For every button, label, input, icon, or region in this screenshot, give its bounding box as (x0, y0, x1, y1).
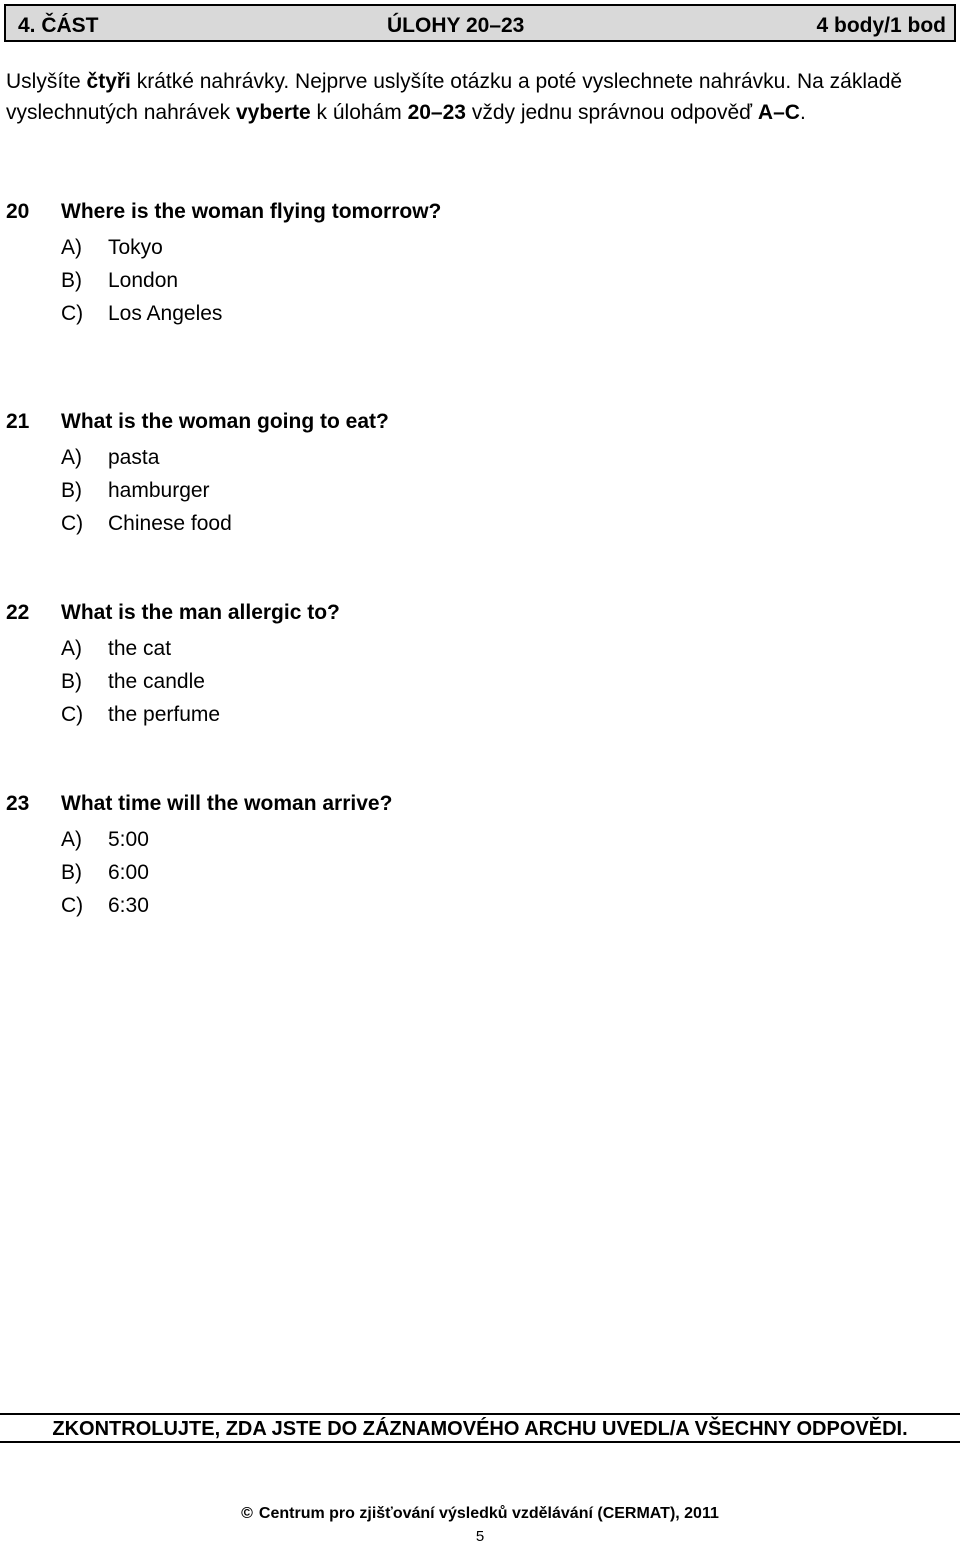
intro-bold: A–C (757, 101, 800, 124)
answer-option[interactable] (6, 264, 441, 297)
option-text: Tokyo (108, 236, 163, 259)
question-number: 20 (6, 200, 30, 223)
question-20 (6, 197, 441, 330)
option-letter: B) (61, 670, 82, 693)
section-header (4, 4, 956, 42)
option-text: hamburger (108, 479, 210, 502)
answer-option[interactable] (6, 474, 389, 507)
question-heading (6, 598, 340, 628)
intro-bold: 20–23 (407, 101, 466, 124)
option-letter: B) (61, 861, 82, 884)
question-text: What is the woman going to eat? (61, 410, 389, 433)
tasks-range: ÚLOHY 20–23 (387, 14, 525, 37)
option-text: 5:00 (108, 828, 149, 851)
option-text: London (108, 269, 179, 292)
question-number: 21 (6, 410, 30, 433)
answer-option[interactable] (6, 507, 389, 540)
option-text: the perfume (108, 703, 221, 726)
option-letter: C) (61, 302, 84, 325)
option-letter: A) (61, 446, 82, 469)
page-number: 5 (475, 1528, 485, 1545)
option-text: the candle (108, 670, 205, 693)
option-letter: B) (61, 269, 82, 292)
question-23 (6, 789, 392, 922)
points-info: 4 body/1 bod (816, 14, 946, 37)
question-text: What is the man allergic to? (61, 601, 340, 624)
answer-option[interactable] (6, 632, 340, 665)
footer-copyright (0, 1505, 960, 1523)
option-letter: B) (61, 479, 82, 502)
section-title: 4. ČÁST (18, 14, 99, 37)
intro-bold: vyberte (235, 101, 311, 124)
option-text: 6:30 (108, 894, 149, 917)
intro-text: . (799, 101, 806, 124)
option-letter: C) (61, 703, 84, 726)
option-letter: C) (61, 894, 84, 917)
question-21 (6, 407, 389, 540)
option-text: 6:00 (108, 861, 149, 884)
intro-bold: čtyři (86, 70, 131, 93)
option-letter: A) (61, 828, 82, 851)
question-heading (6, 197, 441, 227)
question-22 (6, 598, 340, 731)
check-answers-instruction: ZKONTROLUJTE, ZDA JSTE DO ZÁZNAMOVÉHO ARCHU UVEDL/A VŠECHNY ODPOVĚDI. (0, 1413, 960, 1443)
option-text: pasta (108, 446, 160, 469)
option-text: Chinese food (108, 512, 232, 535)
answer-option[interactable] (6, 823, 392, 856)
question-heading (6, 407, 389, 437)
answer-option[interactable] (6, 665, 340, 698)
answer-option[interactable] (6, 441, 389, 474)
question-number: 23 (6, 792, 30, 815)
answer-option[interactable] (6, 698, 340, 731)
intro-text: Uslyšíte (6, 70, 87, 93)
intro-text: vždy jednu správnou odpověď (465, 101, 758, 124)
instructions-paragraph (6, 66, 956, 128)
option-text: Los Angeles (108, 302, 223, 325)
question-number: 22 (6, 601, 30, 624)
answer-option[interactable] (6, 889, 392, 922)
question-text: Where is the woman flying tomorrow? (61, 200, 442, 223)
option-letter: C) (61, 512, 84, 535)
copyright-text: Centrum pro zjišťování výsledků vzdělávání (CERMAT), 2011 (258, 1505, 719, 1522)
answer-option[interactable] (6, 856, 392, 889)
question-heading (6, 789, 392, 819)
answer-option[interactable] (6, 297, 441, 330)
option-letter: A) (61, 637, 82, 660)
option-text: the cat (108, 637, 172, 660)
answer-option[interactable] (6, 231, 441, 264)
question-text: What time will the woman arrive? (61, 792, 393, 815)
copyright-icon: © (241, 1505, 253, 1522)
intro-text: k úlohám (310, 101, 408, 124)
intro-text: krátké nahrávky. Nejprve uslyšíte otázku a poté vyslechnete nahrávku. Na základě vyslechnutých nahrávek (6, 70, 903, 124)
option-letter: A) (61, 236, 82, 259)
